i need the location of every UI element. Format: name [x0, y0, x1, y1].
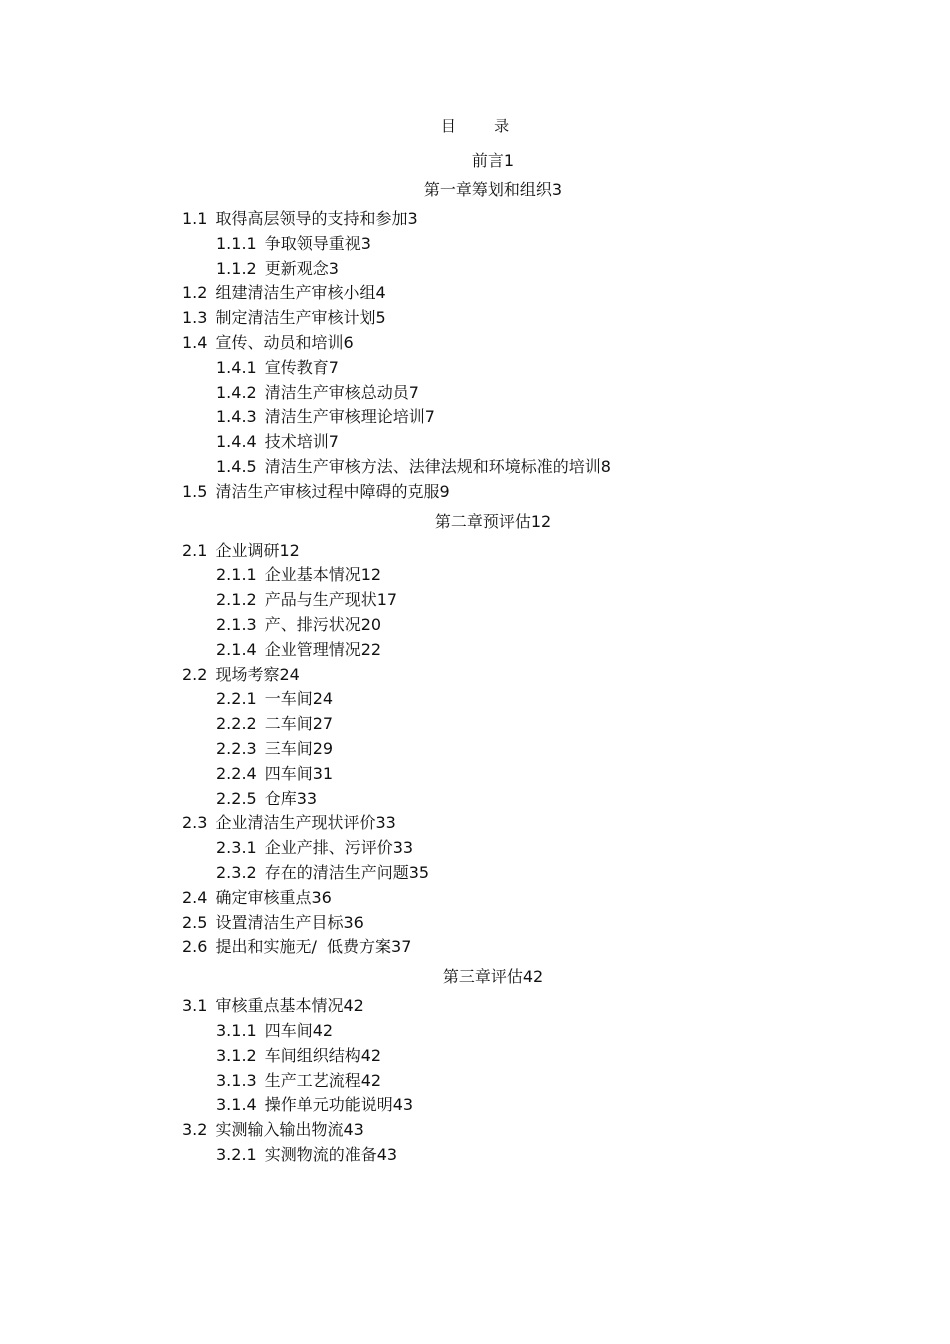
toc-entry-number: 3.1.3 [216, 1070, 257, 1090]
toc-entry-number: 2.1.2 [216, 590, 257, 610]
toc-entry[interactable] [0, 563, 950, 588]
toc-entry-number: 3.1.1 [216, 1020, 257, 1040]
toc-entry[interactable] [0, 861, 950, 886]
toc-entry-page-number: 27 [312, 714, 334, 734]
toc-entry-text: 组建清洁生产审核小组 [215, 283, 376, 303]
toc-entry[interactable] [0, 886, 950, 911]
toc-entry[interactable] [0, 911, 950, 936]
toc-entry-number: 2.2.3 [216, 738, 257, 758]
toc-entry-page-number: 42 [343, 996, 364, 1016]
toc-entry-number: 1.4.4 [216, 432, 257, 452]
toc-entry-page-number: 12 [360, 565, 382, 585]
toc-entry[interactable] [0, 381, 950, 406]
toc-entry-text: 第二章预评估 [434, 511, 531, 531]
toc-entry-text: 产、排污状况 [264, 614, 361, 634]
toc-entry-page-number: 5 [375, 308, 386, 328]
toc-entry[interactable] [0, 331, 950, 356]
toc-entry-number: 1.1.2 [216, 258, 257, 278]
toc-entry-page-number: 9 [439, 481, 450, 501]
toc-entry-page-number: 33 [296, 788, 318, 808]
toc-entry-page-number: 42 [522, 967, 544, 987]
toc-entry[interactable] [0, 306, 950, 331]
toc-entry-number: 1.3 [182, 308, 208, 328]
toc-entry[interactable] [0, 663, 950, 688]
toc-entry-page-number: 29 [312, 738, 334, 758]
toc-entry-page-number: 31 [312, 763, 334, 783]
toc-entry[interactable] [0, 638, 950, 663]
toc-entry-text: 争取领导重视 [264, 233, 361, 253]
toc-entry[interactable] [0, 811, 950, 836]
toc-entry-page-number: 43 [376, 1144, 398, 1164]
toc-entry-page-number: 7 [424, 407, 435, 427]
toc-entry-page-number: 37 [391, 937, 412, 957]
toc-entry-number: 2.2.2 [216, 714, 257, 734]
toc-entry-page-number: 43 [392, 1095, 414, 1115]
toc-entry-page-number: 33 [375, 813, 396, 833]
toc-entry-page-number: 42 [360, 1045, 382, 1065]
toc-entry-page-number: 17 [376, 590, 398, 610]
toc-entry-page-number: 35 [408, 862, 430, 882]
toc-entry-page-number: 42 [312, 1020, 334, 1040]
toc-entry-text: 企业基本情况 [264, 565, 361, 585]
toc-entry-number: 1.1 [182, 209, 208, 228]
toc-entry-text: 更新观念 [264, 258, 329, 278]
toc-entry-text: 四车间 [264, 763, 313, 783]
table-of-contents [0, 149, 950, 1168]
toc-entry-number: 2.1.3 [216, 614, 257, 634]
toc-entry-number: 2.3.1 [216, 838, 257, 858]
toc-entry[interactable] [0, 1093, 950, 1118]
toc-entry-text: 操作单元功能说明 [264, 1095, 393, 1115]
toc-entry-number: 2.3 [182, 813, 208, 833]
toc-entry-page-number: 3 [551, 180, 563, 199]
toc-entry-text: 企业调研 [215, 540, 280, 560]
toc-entry-text: 清洁生产审核总动员 [264, 382, 409, 402]
toc-entry-number: 3.2 [182, 1120, 208, 1140]
toc-entry[interactable] [0, 430, 950, 455]
toc-entry-text: 前言 [471, 151, 504, 170]
toc-entry-page-number: 24 [279, 664, 300, 684]
toc-entry-text: 清洁生产审核过程中障碍的克服 [215, 481, 440, 501]
toc-entry-number: 2.5 [182, 912, 208, 932]
toc-entry-text: 实测物流的准备 [264, 1144, 377, 1164]
toc-entry[interactable] [0, 281, 950, 306]
toc-entry-text: 制定清洁生产审核计划 [215, 308, 376, 328]
toc-chapter-entry[interactable] [0, 965, 950, 989]
toc-entry-page-number: 33 [392, 838, 414, 858]
toc-entry-text: 宣传、动员和培训 [215, 332, 344, 352]
toc-entry[interactable] [0, 613, 950, 638]
toc-entry-text: 第三章评估 [442, 967, 523, 987]
toc-entry-number: 2.3.2 [216, 862, 257, 882]
toc-entry-text: 提出和实施无/ 低费方案 [215, 937, 392, 957]
toc-entry-text: 第一章筹划和组织 [423, 180, 552, 199]
toc-entry-page-number: 12 [279, 540, 300, 560]
toc-entry[interactable] [0, 1044, 950, 1069]
toc-entry-number: 3.2.1 [216, 1144, 257, 1164]
toc-entry-page-number: 42 [360, 1070, 382, 1090]
toc-entry-page-number: 12 [530, 511, 552, 531]
toc-title: 目 录 [440, 117, 510, 135]
toc-entry-number: 2.6 [182, 937, 208, 957]
toc-chapter-entry[interactable] [0, 510, 950, 534]
toc-entry-number: 2.2.1 [216, 689, 257, 709]
toc-entry-page-number: 6 [343, 332, 354, 352]
toc-entry-number: 1.4.2 [216, 382, 257, 402]
toc-entry[interactable] [0, 356, 950, 381]
toc-entry-number: 1.4.3 [216, 407, 257, 427]
toc-entry[interactable] [0, 455, 950, 480]
toc-entry-number: 1.4 [182, 332, 208, 352]
toc-entry-number: 2.1.4 [216, 639, 257, 659]
toc-entry[interactable] [0, 787, 950, 812]
toc-entry-text: 生产工艺流程 [264, 1070, 361, 1090]
toc-entry[interactable] [0, 687, 950, 712]
toc-entry-page-number: 1 [503, 151, 515, 170]
toc-entry-text: 宣传教育 [264, 357, 329, 377]
toc-entry[interactable] [0, 836, 950, 861]
toc-entry-page-number: 3 [407, 209, 418, 228]
toc-entry-text: 企业管理情况 [264, 639, 361, 659]
toc-entry-text: 设置清洁生产目标 [215, 912, 344, 932]
toc-entry[interactable] [0, 737, 950, 762]
toc-entry-number: 1.2 [182, 283, 208, 303]
toc-entry-number: 3.1.4 [216, 1095, 257, 1115]
toc-chapter-entry[interactable] [0, 149, 950, 173]
toc-entry-page-number: 3 [360, 233, 371, 253]
toc-entry-number: 2.2.5 [216, 788, 257, 808]
toc-entry[interactable] [0, 480, 950, 505]
toc-entry[interactable] [0, 405, 950, 430]
toc-entry[interactable] [0, 762, 950, 787]
toc-entry-text: 仓库 [264, 788, 297, 808]
toc-entry[interactable] [0, 588, 950, 613]
toc-entry-number: 3.1 [182, 996, 208, 1016]
toc-entry-text: 一车间 [264, 689, 313, 709]
toc-entry-text: 四车间 [264, 1020, 313, 1040]
toc-entry-number: 2.1 [182, 540, 208, 560]
toc-entry-number: 2.4 [182, 887, 208, 907]
toc-entry-text: 企业产排、污评价 [264, 838, 393, 858]
toc-entry[interactable] [0, 1118, 950, 1143]
toc-entry-text: 存在的清洁生产问题 [264, 862, 409, 882]
toc-entry-page-number: 8 [600, 456, 611, 476]
toc-entry-page-number: 36 [311, 887, 332, 907]
toc-entry-text: 技术培训 [264, 432, 329, 452]
toc-entry-page-number: 3 [328, 258, 339, 278]
toc-entry-page-number: 4 [375, 283, 386, 303]
toc-chapter-entry[interactable] [0, 178, 950, 202]
toc-entry-text: 产品与生产现状 [264, 590, 377, 610]
toc-entry-text: 车间组织结构 [264, 1045, 361, 1065]
toc-entry-text: 现场考察 [215, 664, 280, 684]
toc-entry-number: 2.2 [182, 664, 208, 684]
toc-entry-page-number: 43 [343, 1120, 364, 1140]
toc-entry[interactable] [0, 935, 950, 960]
toc-entry[interactable] [0, 994, 950, 1019]
toc-entry[interactable] [0, 539, 950, 564]
toc-entry-text: 清洁生产审核方法、法律法规和环境标准的培训 [264, 456, 601, 476]
toc-entry-page-number: 7 [328, 432, 339, 452]
toc-entry-page-number: 24 [312, 689, 334, 709]
toc-entry-number: 2.1.1 [216, 565, 257, 585]
toc-entry[interactable] [0, 1069, 950, 1094]
toc-entry-text: 审核重点基本情况 [215, 996, 344, 1016]
toc-entry[interactable] [0, 1143, 950, 1168]
toc-entry[interactable] [0, 257, 950, 282]
toc-entry-number: 1.4.5 [216, 456, 257, 476]
toc-entry[interactable] [0, 232, 950, 257]
toc-entry-page-number: 20 [360, 614, 382, 634]
toc-entry[interactable] [0, 207, 950, 232]
toc-entry-text: 取得高层领导的支持和参加 [215, 209, 408, 228]
toc-entry-number: 1.4.1 [216, 357, 257, 377]
toc-entry-number: 2.2.4 [216, 763, 257, 783]
toc-entry[interactable] [0, 712, 950, 737]
toc-entry-text: 实测输入输出物流 [215, 1120, 344, 1140]
toc-entry-number: 1.5 [182, 481, 208, 501]
toc-entry-text: 企业清洁生产现状评价 [215, 813, 376, 833]
toc-entry-text: 确定审核重点 [215, 887, 312, 907]
toc-entry-text: 清洁生产审核理论培训 [264, 407, 425, 427]
toc-entry-page-number: 7 [328, 357, 339, 377]
toc-entry-number: 1.1.1 [216, 233, 257, 253]
toc-entry-text: 三车间 [264, 738, 313, 758]
toc-entry-page-number: 22 [360, 639, 382, 659]
toc-entry[interactable] [0, 1019, 950, 1044]
toc-entry-number: 3.1.2 [216, 1045, 257, 1065]
toc-entry-page-number: 7 [408, 382, 419, 402]
toc-entry-page-number: 36 [343, 912, 364, 932]
toc-entry-text: 二车间 [264, 714, 313, 734]
